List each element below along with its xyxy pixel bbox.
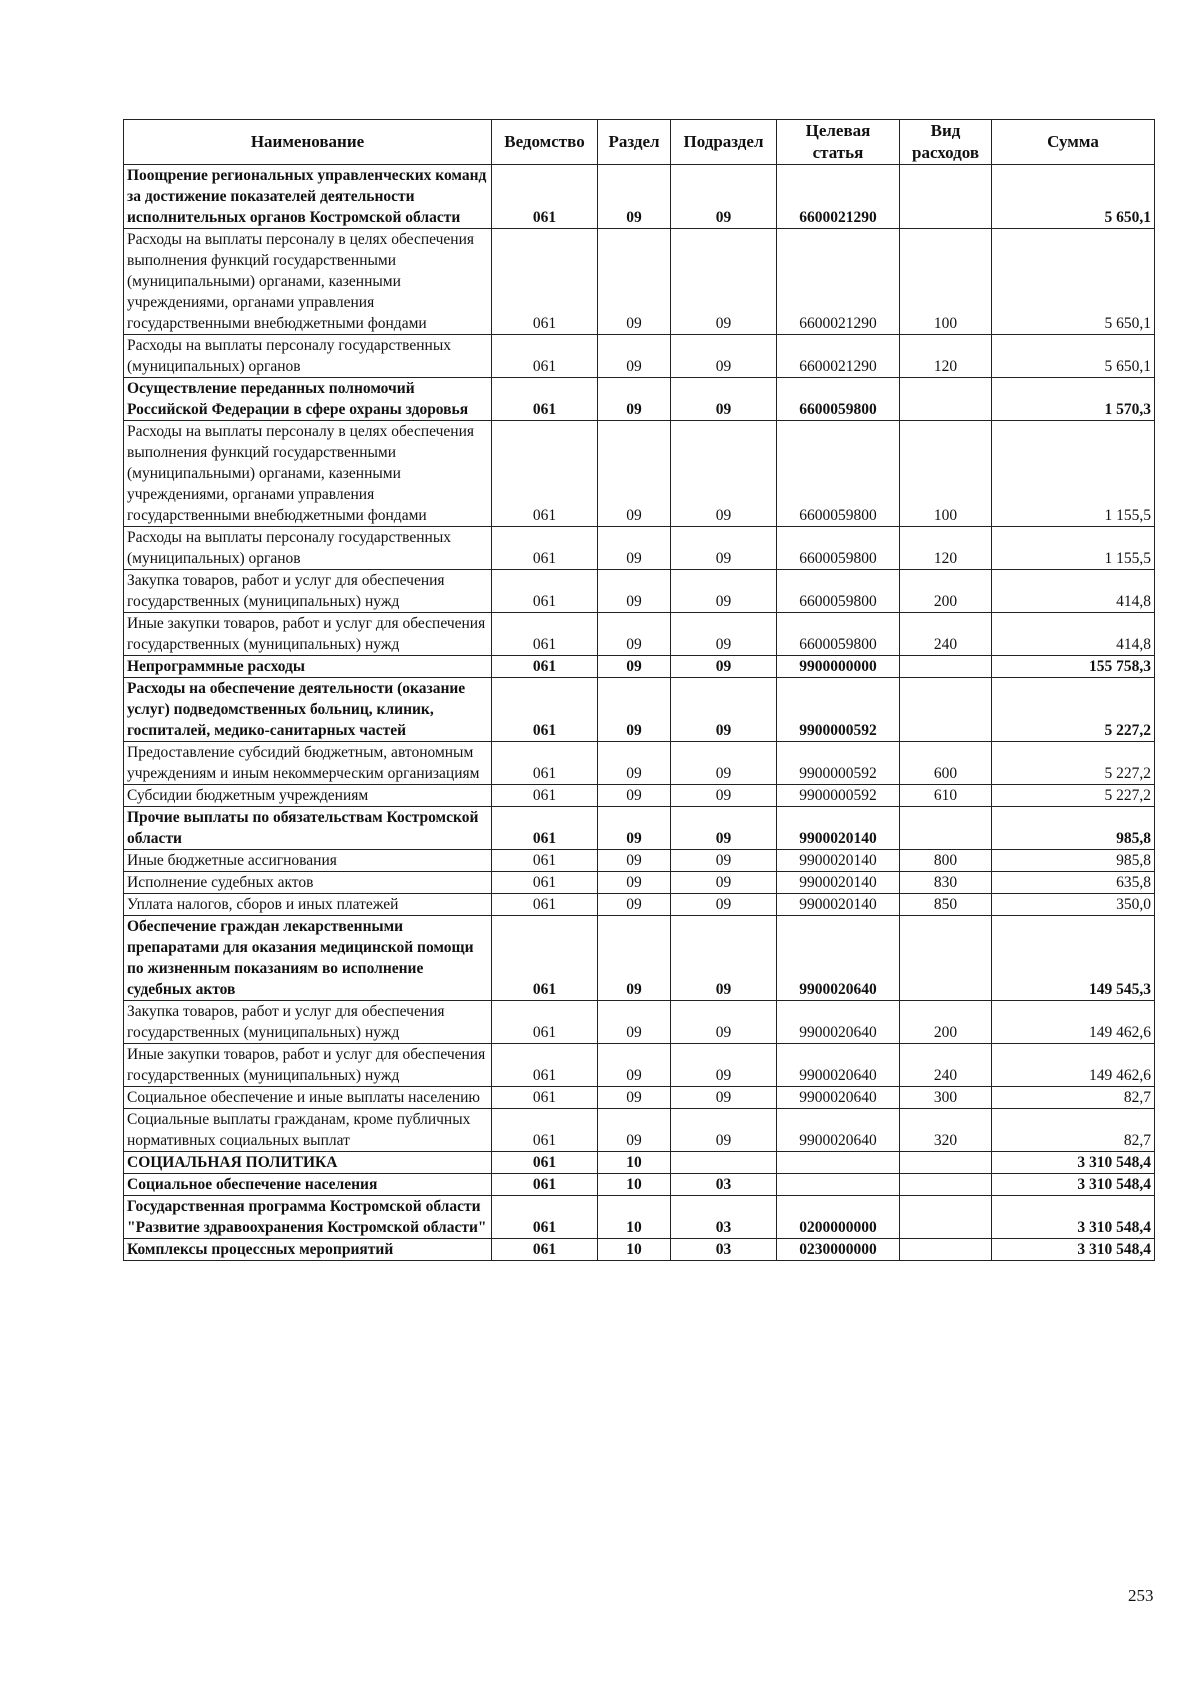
- name-cell: Прочие выплаты по обязательствам Костромской области: [124, 807, 492, 850]
- section-cell: 09: [598, 165, 671, 229]
- department-cell: 061: [492, 872, 598, 894]
- target-article-cell: 6600059800: [777, 527, 900, 570]
- department-cell: 061: [492, 527, 598, 570]
- section-cell: 09: [598, 378, 671, 421]
- budget-table: [123, 119, 1155, 1261]
- section-cell: 09: [598, 1109, 671, 1152]
- expense-type-cell: 610: [900, 785, 992, 807]
- target-article-cell: 9900000592: [777, 678, 900, 742]
- department-cell: 061: [492, 421, 598, 527]
- expense-type-cell: 320: [900, 1109, 992, 1152]
- target-article-cell: [777, 1174, 900, 1196]
- amount-cell: 350,0: [992, 894, 1155, 916]
- table-row: [124, 678, 1155, 742]
- subsection-cell: 09: [671, 850, 777, 872]
- expense-type-cell: 120: [900, 335, 992, 378]
- amount-cell: 82,7: [992, 1109, 1155, 1152]
- name-cell: Расходы на выплаты персоналу государственных (муниципальных) органов: [124, 527, 492, 570]
- table-row: [124, 894, 1155, 916]
- target-article-cell: 9900020140: [777, 894, 900, 916]
- target-article-cell: 0230000000: [777, 1239, 900, 1261]
- section-cell: 09: [598, 656, 671, 678]
- department-cell: 061: [492, 1109, 598, 1152]
- subsection-cell: 09: [671, 421, 777, 527]
- amount-cell: 985,8: [992, 807, 1155, 850]
- target-article-cell: 9900020140: [777, 850, 900, 872]
- section-cell: 09: [598, 335, 671, 378]
- subsection-header: Подраздел: [671, 120, 777, 165]
- table-row: [124, 1087, 1155, 1109]
- department-cell: 061: [492, 1044, 598, 1087]
- subsection-cell: 09: [671, 378, 777, 421]
- section-cell: 09: [598, 229, 671, 335]
- section-cell: 09: [598, 872, 671, 894]
- table-row: [124, 570, 1155, 613]
- section-cell: 09: [598, 421, 671, 527]
- target-article-header: Целевая статья: [777, 120, 900, 165]
- department-cell: 061: [492, 656, 598, 678]
- name-cell: Закупка товаров, работ и услуг для обеспечения государственных (муниципальных) нужд: [124, 570, 492, 613]
- table-row: [124, 916, 1155, 1001]
- department-cell: 061: [492, 785, 598, 807]
- table-row: [124, 1152, 1155, 1174]
- name-cell: Социальное обеспечение населения: [124, 1174, 492, 1196]
- section-cell: 09: [598, 570, 671, 613]
- department-cell: 061: [492, 613, 598, 656]
- section-cell: 09: [598, 613, 671, 656]
- department-cell: 061: [492, 1196, 598, 1239]
- table-row: [124, 1044, 1155, 1087]
- amount-cell: 5 227,2: [992, 678, 1155, 742]
- table-row: [124, 1109, 1155, 1152]
- table-row: [124, 872, 1155, 894]
- amount-cell: 149 545,3: [992, 916, 1155, 1001]
- target-article-cell: 9900020140: [777, 872, 900, 894]
- section-cell: 09: [598, 785, 671, 807]
- subsection-cell: 09: [671, 613, 777, 656]
- target-article-cell: 9900020640: [777, 1001, 900, 1044]
- target-article-cell: 9900020640: [777, 1087, 900, 1109]
- section-cell: 09: [598, 850, 671, 872]
- expense-type-cell: [900, 1174, 992, 1196]
- name-cell: Субсидии бюджетным учреждениям: [124, 785, 492, 807]
- expense-type-cell: [900, 1152, 992, 1174]
- amount-cell: 155 758,3: [992, 656, 1155, 678]
- amount-cell: 5 227,2: [992, 785, 1155, 807]
- target-article-cell: 6600059800: [777, 378, 900, 421]
- target-article-cell: 6600059800: [777, 570, 900, 613]
- expense-type-cell: 850: [900, 894, 992, 916]
- department-cell: 061: [492, 165, 598, 229]
- name-cell: Осуществление переданных полномочий Российской Федерации в сфере охраны здоровья: [124, 378, 492, 421]
- header-row: [124, 120, 1155, 165]
- expense-type-header: Вид расходов: [900, 120, 992, 165]
- amount-cell: 5 650,1: [992, 335, 1155, 378]
- subsection-cell: [671, 1152, 777, 1174]
- expense-type-cell: 200: [900, 1001, 992, 1044]
- expense-type-cell: [900, 916, 992, 1001]
- department-cell: 061: [492, 850, 598, 872]
- page-number: 253: [1128, 1586, 1154, 1605]
- department-cell: 061: [492, 894, 598, 916]
- section-cell: 09: [598, 1001, 671, 1044]
- subsection-cell: 09: [671, 894, 777, 916]
- table-row: [124, 1239, 1155, 1261]
- table-row: [124, 807, 1155, 850]
- expense-type-cell: 100: [900, 421, 992, 527]
- department-header: Ведомство: [492, 120, 598, 165]
- name-cell: Расходы на выплаты персоналу в целях обеспечения выполнения функций государственными (муниципальными) органами, казенными учреждениями, органами управления государственными внебюджетными фондами: [124, 229, 492, 335]
- amount-cell: 3 310 548,4: [992, 1196, 1155, 1239]
- amount-cell: 635,8: [992, 872, 1155, 894]
- subsection-cell: 09: [671, 229, 777, 335]
- table-row: [124, 527, 1155, 570]
- target-article-cell: 9900020140: [777, 807, 900, 850]
- amount-cell: 149 462,6: [992, 1001, 1155, 1044]
- table-row: [124, 850, 1155, 872]
- amount-cell: 1 155,5: [992, 421, 1155, 527]
- target-article-cell: 6600021290: [777, 165, 900, 229]
- table-row: [124, 229, 1155, 335]
- subsection-cell: 09: [671, 742, 777, 785]
- expense-type-cell: [900, 678, 992, 742]
- department-cell: 061: [492, 1152, 598, 1174]
- department-cell: 061: [492, 570, 598, 613]
- name-cell: Обеспечение граждан лекарственными препаратами для оказания медицинской помощи по жизненным показаниям во исполнение судебных актов: [124, 916, 492, 1001]
- expense-type-cell: 120: [900, 527, 992, 570]
- amount-cell: 82,7: [992, 1087, 1155, 1109]
- amount-cell: 1 155,5: [992, 527, 1155, 570]
- department-cell: 061: [492, 1174, 598, 1196]
- target-article-cell: 6600021290: [777, 229, 900, 335]
- target-article-cell: 9900020640: [777, 1109, 900, 1152]
- table-row: [124, 785, 1155, 807]
- expense-type-cell: 200: [900, 570, 992, 613]
- target-article-cell: 9900000000: [777, 656, 900, 678]
- name-header: Наименование: [124, 120, 492, 165]
- table-row: [124, 1174, 1155, 1196]
- department-cell: 061: [492, 229, 598, 335]
- subsection-cell: 09: [671, 872, 777, 894]
- name-cell: СОЦИАЛЬНАЯ ПОЛИТИКА: [124, 1152, 492, 1174]
- subsection-cell: 09: [671, 916, 777, 1001]
- target-article-cell: 0200000000: [777, 1196, 900, 1239]
- department-cell: 061: [492, 916, 598, 1001]
- department-cell: 061: [492, 1001, 598, 1044]
- table-row: [124, 1001, 1155, 1044]
- section-cell: 09: [598, 1087, 671, 1109]
- amount-header: Сумма: [992, 120, 1155, 165]
- section-cell: 09: [598, 1044, 671, 1087]
- table-body: [124, 165, 1155, 1261]
- name-cell: Иные закупки товаров, работ и услуг для обеспечения государственных (муниципальных) нужд: [124, 1044, 492, 1087]
- subsection-cell: 09: [671, 570, 777, 613]
- section-cell: 09: [598, 894, 671, 916]
- section-cell: 10: [598, 1174, 671, 1196]
- target-article-cell: 6600059800: [777, 421, 900, 527]
- amount-cell: 149 462,6: [992, 1044, 1155, 1087]
- name-cell: Комплексы процессных мероприятий: [124, 1239, 492, 1261]
- expense-type-cell: 240: [900, 1044, 992, 1087]
- amount-cell: 5 650,1: [992, 229, 1155, 335]
- amount-cell: 1 570,3: [992, 378, 1155, 421]
- subsection-cell: 09: [671, 1109, 777, 1152]
- amount-cell: 985,8: [992, 850, 1155, 872]
- amount-cell: 414,8: [992, 570, 1155, 613]
- name-cell: Расходы на выплаты персоналу в целях обеспечения выполнения функций государственными (муниципальными) органами, казенными учреждениями, органами управления государственными внебюджетными фондами: [124, 421, 492, 527]
- expense-type-cell: 300: [900, 1087, 992, 1109]
- table-row: [124, 1196, 1155, 1239]
- department-cell: 061: [492, 742, 598, 785]
- name-cell: Социальные выплаты гражданам, кроме публичных нормативных социальных выплат: [124, 1109, 492, 1152]
- amount-cell: 3 310 548,4: [992, 1174, 1155, 1196]
- subsection-cell: 03: [671, 1239, 777, 1261]
- name-cell: Уплата налогов, сборов и иных платежей: [124, 894, 492, 916]
- target-article-cell: 6600021290: [777, 335, 900, 378]
- subsection-cell: 03: [671, 1174, 777, 1196]
- expense-type-cell: 100: [900, 229, 992, 335]
- section-cell: 09: [598, 807, 671, 850]
- subsection-cell: 09: [671, 678, 777, 742]
- department-cell: 061: [492, 1239, 598, 1261]
- amount-cell: 5 227,2: [992, 742, 1155, 785]
- subsection-cell: 09: [671, 1044, 777, 1087]
- department-cell: 061: [492, 678, 598, 742]
- department-cell: 061: [492, 378, 598, 421]
- section-cell: 10: [598, 1239, 671, 1261]
- name-cell: Предоставление субсидий бюджетным, автономным учреждениям и иным некоммерческим организациям: [124, 742, 492, 785]
- target-article-cell: [777, 1152, 900, 1174]
- expense-type-cell: 240: [900, 613, 992, 656]
- name-cell: Поощрение региональных управленческих команд за достижение показателей деятельности исполнительных органов Костромской области: [124, 165, 492, 229]
- department-cell: 061: [492, 335, 598, 378]
- table-row: [124, 165, 1155, 229]
- department-cell: 061: [492, 807, 598, 850]
- name-cell: Иные закупки товаров, работ и услуг для обеспечения государственных (муниципальных) нужд: [124, 613, 492, 656]
- expense-type-cell: [900, 807, 992, 850]
- subsection-cell: 09: [671, 165, 777, 229]
- expense-type-cell: 600: [900, 742, 992, 785]
- section-cell: 10: [598, 1196, 671, 1239]
- target-article-cell: 9900020640: [777, 916, 900, 1001]
- subsection-cell: 09: [671, 527, 777, 570]
- target-article-cell: 9900000592: [777, 785, 900, 807]
- subsection-cell: 09: [671, 656, 777, 678]
- name-cell: Расходы на выплаты персоналу государственных (муниципальных) органов: [124, 335, 492, 378]
- expense-type-cell: 830: [900, 872, 992, 894]
- section-cell: 09: [598, 742, 671, 785]
- section-cell: 10: [598, 1152, 671, 1174]
- table-row: [124, 656, 1155, 678]
- amount-cell: 3 310 548,4: [992, 1239, 1155, 1261]
- name-cell: Расходы на обеспечение деятельности (оказание услуг) подведомственных больниц, клиник, госпиталей, медико-санитарных частей: [124, 678, 492, 742]
- expense-type-cell: 800: [900, 850, 992, 872]
- name-cell: Непрограммные расходы: [124, 656, 492, 678]
- amount-cell: 414,8: [992, 613, 1155, 656]
- table-row: [124, 742, 1155, 785]
- expense-type-cell: [900, 378, 992, 421]
- name-cell: Социальное обеспечение и иные выплаты населению: [124, 1087, 492, 1109]
- department-cell: 061: [492, 1087, 598, 1109]
- section-cell: 09: [598, 527, 671, 570]
- table-row: [124, 421, 1155, 527]
- section-header: Раздел: [598, 120, 671, 165]
- table-row: [124, 335, 1155, 378]
- subsection-cell: 03: [671, 1196, 777, 1239]
- expense-type-cell: [900, 1239, 992, 1261]
- name-cell: Государственная программа Костромской области "Развитие здравоохранения Костромской области": [124, 1196, 492, 1239]
- subsection-cell: 09: [671, 1087, 777, 1109]
- section-cell: 09: [598, 916, 671, 1001]
- name-cell: Закупка товаров, работ и услуг для обеспечения государственных (муниципальных) нужд: [124, 1001, 492, 1044]
- subsection-cell: 09: [671, 335, 777, 378]
- table-row: [124, 613, 1155, 656]
- expense-type-cell: [900, 165, 992, 229]
- amount-cell: 3 310 548,4: [992, 1152, 1155, 1174]
- section-cell: 09: [598, 678, 671, 742]
- name-cell: Иные бюджетные ассигнования: [124, 850, 492, 872]
- target-article-cell: 9900020640: [777, 1044, 900, 1087]
- amount-cell: 5 650,1: [992, 165, 1155, 229]
- subsection-cell: 09: [671, 807, 777, 850]
- name-cell: Исполнение судебных актов: [124, 872, 492, 894]
- expense-type-cell: [900, 656, 992, 678]
- subsection-cell: 09: [671, 1001, 777, 1044]
- subsection-cell: 09: [671, 785, 777, 807]
- expense-type-cell: [900, 1196, 992, 1239]
- target-article-cell: 9900000592: [777, 742, 900, 785]
- target-article-cell: 6600059800: [777, 613, 900, 656]
- table-row: [124, 378, 1155, 421]
